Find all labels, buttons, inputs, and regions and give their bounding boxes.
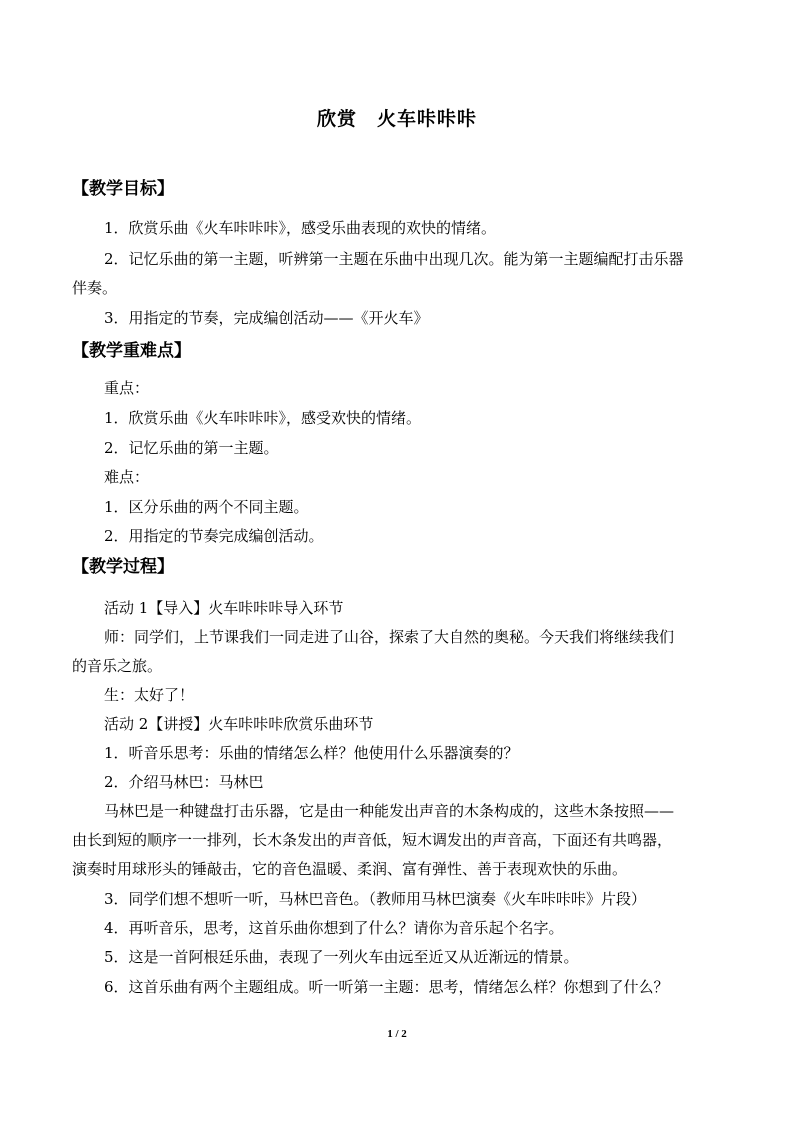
difficulty-label: 难点： xyxy=(104,468,150,486)
document-title: 欣赏 火车咔咔咔 xyxy=(316,108,477,130)
process-line: 的音乐之旅。 xyxy=(72,657,163,675)
process-line: 演奏时用球形头的锤敲击，它的音色温暖、柔润、富有弹性、善于表现欢快的乐曲。 xyxy=(72,860,628,878)
goal-item: 1．欣赏乐曲《火车咔咔咔》，感受乐曲表现的欢快的情绪。 xyxy=(104,219,497,237)
process-line: 4．再听音乐，思考，这首乐曲你想到了什么？请你为音乐起个名字。 xyxy=(104,919,564,937)
process-line-activity-2: 活动 2【讲授】火车咔咔咔欣赏乐曲环节 xyxy=(104,715,374,733)
process-line: 3．同学们想不想听一听，马林巴音色。（教师用马林巴演奏《火车咔咔咔》片段） xyxy=(104,890,647,908)
process-line: 5．这是一首阿根廷乐曲，表现了一列火车由远至近又从近渐远的情景。 xyxy=(104,948,579,966)
process-line: 由长到短的顺序一一排列，长木条发出的声音低，短木调发出的声音高，下面还有共鸣器， xyxy=(72,831,673,849)
section-heading-process: 【教学过程】 xyxy=(72,557,174,577)
process-line-activity-1: 活动 1【导入】火车咔咔咔导入环节 xyxy=(104,599,344,617)
process-line: 1．听音乐思考：乐曲的情绪怎么样？他使用什么乐器演奏的？ xyxy=(104,744,519,762)
focus-label: 重点： xyxy=(104,379,150,397)
process-line: 马林巴是一种键盘打击乐器，它是由一种能发出声音的木条构成的，这些木条按照—— xyxy=(104,802,675,820)
process-line: 2．介绍马林巴：马林巴 xyxy=(104,773,264,791)
section-heading-goals: 【教学目标】 xyxy=(72,179,174,199)
process-line: 生：太好了！ xyxy=(104,686,195,704)
goal-item: 3．用指定的节奏，完成编创活动——《开火车》 xyxy=(104,309,429,327)
goal-item: 2．记忆乐曲的第一主题，听辨第一主题在乐曲中出现几次。能为第一主题编配打击乐器 xyxy=(104,250,684,268)
goal-item-continuation: 伴奏。 xyxy=(72,279,118,297)
page-number: 1 / 2 xyxy=(387,1028,407,1040)
difficulty-item: 1．区分乐曲的两个不同主题。 xyxy=(104,498,309,516)
process-line: 师：同学们，上节课我们一同走进了山谷，探索了大自然的奥秘。今天我们将继续我们 xyxy=(104,628,675,646)
process-line: 6．这首乐曲有两个主题组成。听一听第一主题：思考，情绪怎么样？你想到了什么？ xyxy=(104,978,669,996)
focus-item: 1．欣赏乐曲《火车咔咔咔》，感受欢快的情绪。 xyxy=(104,409,422,427)
section-heading-key-points: 【教学重难点】 xyxy=(72,341,191,361)
difficulty-item: 2．用指定的节奏完成编创活动。 xyxy=(104,527,324,545)
focus-item: 2．记忆乐曲的第一主题。 xyxy=(104,439,279,457)
